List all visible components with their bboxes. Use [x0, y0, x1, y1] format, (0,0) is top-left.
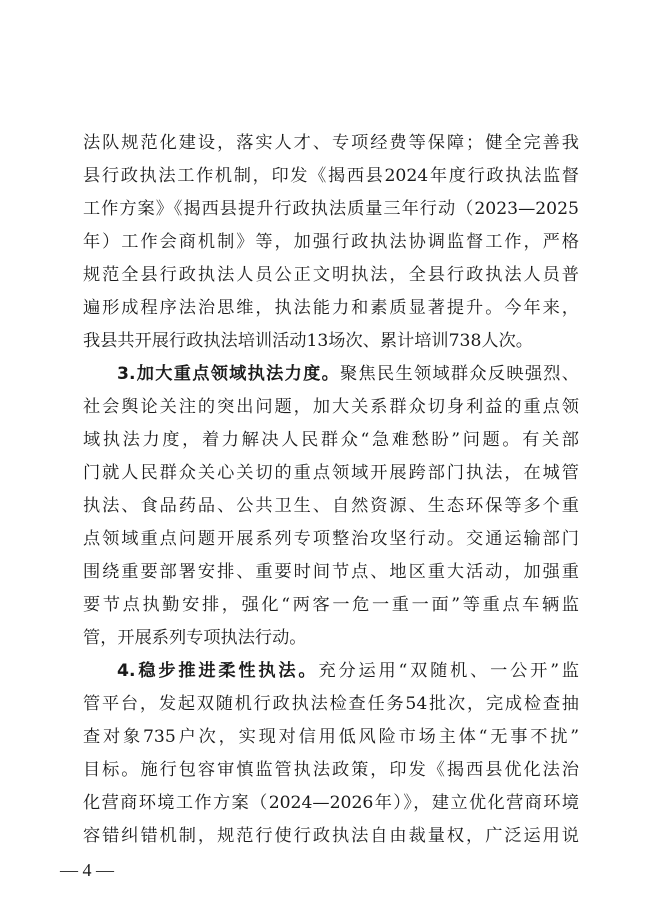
section-3-text: 聚焦民生领域群众反映强烈、 — [340, 364, 579, 384]
paragraph-line: 围绕重要部署安排、重要时间节点、地区重大活动，加强重 — [83, 562, 579, 582]
paragraph-line: 规范全县行政执法人员公正文明执法，全县行政执法人员普 — [83, 265, 579, 285]
paragraph-line: 遍形成程序法治思维，执法能力和素质显著提升。今年来， — [83, 298, 579, 318]
paragraph-line: 县行政执法工作机制，印发《揭西县2024年度行政执法监督 — [83, 166, 579, 186]
paragraph-line: 目标。施行包容审慎监管执法政策，印发《揭西县优化法治 — [83, 760, 579, 780]
section-3-first-line — [117, 359, 579, 389]
paragraph-line: 域执法力度，着力解决人民群众“急难愁盼”问题。有关部 — [83, 430, 579, 450]
section-4-text: 充分运用“双随机、一公开”监 — [318, 661, 579, 681]
paragraph-line: 执法、食品药品、公共卫生、自然资源、生态环保等多个重 — [83, 496, 579, 516]
section-3-heading: 3.加大重点领域执法力度。 — [117, 364, 341, 384]
paragraph-line: 法队规范化建设，落实人才、专项经费等保障；健全完善我 — [83, 133, 579, 153]
paragraph-line: 社会舆论关注的突出问题，加大关系群众切身利益的重点领 — [83, 397, 579, 417]
paragraph-line: 管，开展系列专项执法行动。 — [83, 628, 307, 648]
paragraph-line: 管平台，发起双随机行政执法检查任务54批次，完成检查抽 — [83, 694, 579, 714]
paragraph-line: 门就人民群众关心关切的重点领域开展跨部门执法，在城管 — [83, 463, 579, 483]
page-number: — 4 — — [60, 860, 114, 880]
paragraph-line: 工作方案》《揭西县提升行政执法质量三年行动（2023—2025 — [83, 199, 579, 219]
paragraph-line: 要节点执勤安排，强化“两客一危一重一面”等重点车辆监 — [83, 595, 579, 615]
paragraph-line: 查对象735户次，实现对信用低风险市场主体“无事不扰” — [83, 727, 579, 747]
paragraph-line: 年）工作会商机制》等，加强行政执法协调监督工作，严格 — [83, 232, 579, 252]
paragraph-line: 我县共开展行政执法培训活动13场次、累计培训738人次。 — [83, 331, 533, 351]
section-4-first-line — [117, 656, 579, 686]
paragraph-line: 点领域重点问题开展系列专项整治攻坚行动。交通运输部门 — [83, 529, 579, 549]
paragraph-line: 化营商环境工作方案（2024—2026年）》，建立优化营商环境 — [83, 793, 579, 813]
paragraph-line: 容错纠错机制，规范行使行政执法自由裁量权，广泛运用说 — [83, 826, 579, 846]
section-4-heading: 4.稳步推进柔性执法。 — [117, 661, 319, 681]
